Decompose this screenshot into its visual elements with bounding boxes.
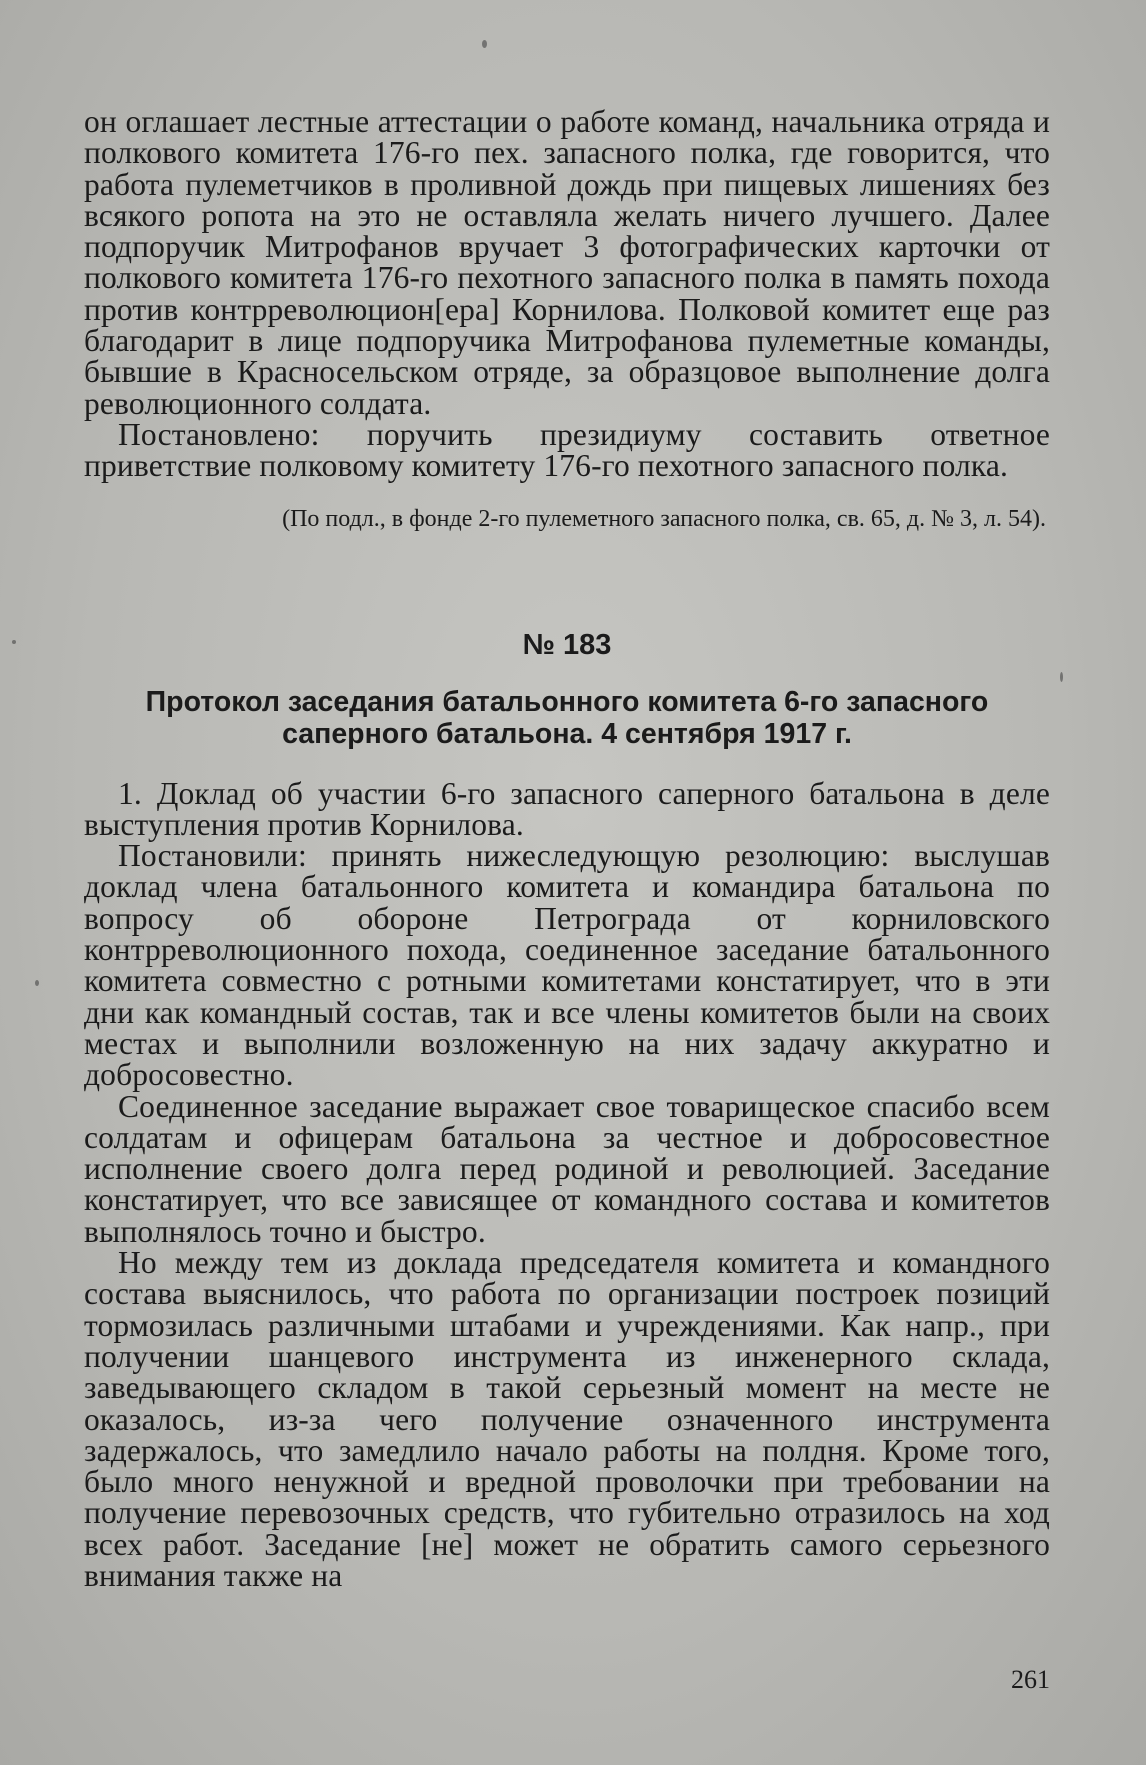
resolution-paragraph: Постановлено: поручить президиуму составить ответное приветствие полковому комитету 176-го пехотного запасного полка. [84, 416, 1050, 484]
continuation-paragraph: он оглашает лестные аттестации о работе команд, начальника отряда и полкового комитета 176-го пех. запасного полка, где говорится, что работа пулеметчиков в проливной дождь при пищевых лишениях без всякого ропота на это не оставляла желать ничего лучшего. Далее подпоручик Митрофанов вручает 3 фотографических карточки от полкового комитета 176-го пехотного запасного полка в память похода против контрреволюцион[ера] Корнилова. Полковой комитет еще раз благодарит в лице подпоручика Митрофанова пулеметные команды, бывшие в Красносельском отряде, за образцовое выполнение долга революционного солдата. [84, 104, 1050, 421]
paper-speck [1060, 672, 1063, 682]
document-number: № 183 [522, 628, 612, 661]
paper-speck [482, 40, 487, 48]
agenda-item-paragraph: 1. Доклад об участии 6-го запасного саперного батальона в деле выступления против Корнилова. [84, 775, 1050, 842]
complaints-paragraph: Но между тем из доклада председателя комитета и командного состава выяснилось, что работа по организации построек позиций тормозилась различными штабами и учреждениями. Как напр., при получении шанцевого инструмента из инженерного склада, заведывающего складом в такой серьезный момент на месте не оказалось, из-за чего получение означенного инструмента задержалось, что замедлило начало работы на полдня. Кроме того, было много ненужной и вредной проволочки при требовании на получение перевозочных средств, что губительно отразилось на ход всех работ. Заседание [не] может не обратить самого серьезного внимания также на [84, 1245, 1050, 1593]
book-page [84, 106, 1050, 1726]
document-title [84, 686, 1050, 750]
source-note: (По подл., в фонде 2-го пулеметного запасного полка, св. 65, д. № 3, л. 54). [282, 505, 1046, 532]
decision-paragraph: Постановили: принять нижеследующую резолюцию: выслушав доклад члена батальонного комитета и командира батальона по вопросу об обороне Петрограда от корниловского контрреволюционного похода, соединенное заседание батальонного комитета совместно с ротными комитетами констатирует, что в эти дни как командный состав, так и все члены комитетов были на своих местах и выполнили возложенную на них задачу аккуратно и добросовестно. [84, 838, 1050, 1093]
paper-speck [35, 980, 39, 986]
document-title-line-1: Протокол заседания батальонного комитета 6-го запасного [145, 685, 989, 718]
page-number: 261 [1011, 1665, 1050, 1694]
gratitude-paragraph: Соединенное заседание выражает свое товарищеское спасибо всем солдатам и офицерам батальона за честное и добросовестное исполнение своего долга перед родиной и революцией. Заседание констатирует, что все зависящее от командного состава и комитетов выполнялось точно и быстро. [84, 1088, 1050, 1249]
paper-speck [12, 640, 16, 644]
document-body [84, 775, 1050, 1593]
document-title-line-2: саперного батальона. 4 сентября 1917 г. [282, 717, 852, 750]
